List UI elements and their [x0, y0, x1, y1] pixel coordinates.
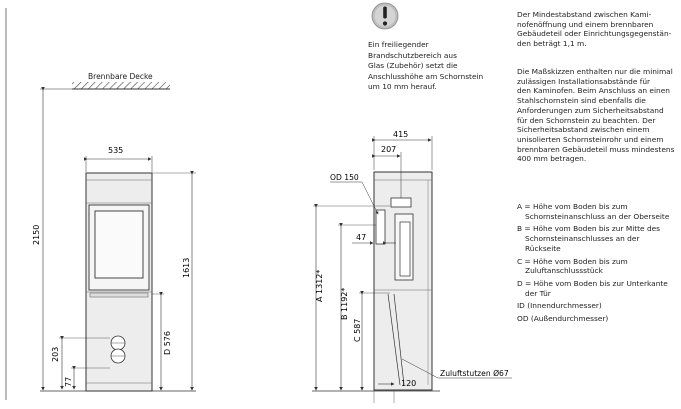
- dim-535: [86, 146, 152, 172]
- dim-415-label: 415: [393, 130, 409, 139]
- text-line: Sicherheitsabstand zwischen einem: [517, 125, 650, 135]
- safety-paragraph: [517, 67, 679, 164]
- text-line: den Kaminofen. Beim Anschluss an einen: [517, 86, 670, 96]
- note-line: Anschlusshöhe am Schornstein: [368, 71, 484, 81]
- dim-77-label: 77: [64, 376, 73, 387]
- dim-d576-label: D 576: [163, 331, 172, 355]
- glass-note: [368, 40, 498, 93]
- note-line: Glas (Zubehör) setzt die: [368, 61, 458, 70]
- dim-d576: [152, 294, 172, 390]
- legend-c: C = Höhe vom Boden bis zum: [517, 256, 628, 266]
- od-150-label: OD 150: [330, 173, 359, 182]
- dim-b: [338, 225, 376, 390]
- note-line: Brandschutzbereich aus: [368, 50, 457, 60]
- note-line: Ein freiliegender: [368, 40, 429, 49]
- legend-b: B = Höhe vom Boden bis zur Mitte des: [517, 224, 661, 234]
- front-view-stove: [86, 173, 152, 391]
- inlet-label: Zuluftstutzen Ø67: [440, 369, 509, 378]
- legend-id: ID (Innendurchmesser): [517, 301, 602, 311]
- legend-b-cont: Schornsteinanschlusses an der: [525, 234, 640, 244]
- text-line: für den Schornstein zu beachten. Der: [517, 115, 656, 125]
- legend-a-cont: Schornsteinanschluss an der Oberseite: [525, 211, 670, 221]
- legend-b-cont2: Rückseite: [525, 243, 561, 253]
- text-line: Der Mindestabstand zwischen Kami-: [517, 10, 652, 19]
- dim-120-label: 120: [401, 379, 417, 388]
- dim-2150-label: 2150: [32, 224, 41, 245]
- dim-207-label: 207: [381, 145, 397, 154]
- legend-c-cont: Zuluftanschlussstück: [525, 266, 603, 276]
- dim-c-label: C 587: [353, 318, 362, 342]
- od-150-callout: [330, 173, 378, 214]
- dim-b-label: B 1192*: [340, 287, 349, 320]
- exclamation-icon: [372, 3, 398, 29]
- text-line: 400 mm betragen.: [517, 154, 587, 164]
- text-line: den beträgt 1,1 m.: [517, 39, 587, 49]
- dim-535-label: 535: [108, 146, 124, 155]
- text-line: zulässigen Installationsabstände für: [517, 76, 651, 86]
- dim-1613-label: 1613: [182, 257, 191, 278]
- dim-203-label: 203: [51, 346, 60, 362]
- dim-1613: [152, 173, 196, 390]
- text-line: Gebäudeteil oder Einrichtungsgegenstän-: [517, 29, 672, 39]
- legend-od: OD (Außendurchmesser): [517, 314, 609, 324]
- ceiling: [72, 72, 170, 89]
- dim-47-label: 47: [356, 233, 367, 242]
- text-line: unisolierten Schornsteinrohr und einem: [517, 134, 664, 144]
- min-distance-paragraph: [517, 10, 679, 49]
- note-line: um 10 mm herauf.: [368, 82, 437, 91]
- side-view-stove: [374, 172, 432, 390]
- text-line: Stahlschornstein sind ebenfalls die: [517, 96, 646, 106]
- text-line: nofenöffnung und einem brennbaren: [517, 19, 654, 29]
- ceiling-label: Brennbare Decke: [88, 72, 153, 81]
- legend-list: [517, 202, 679, 324]
- dim-a-label: A 1312*: [315, 269, 324, 302]
- legend-d: D = Höhe vom Boden bis zur Unterkante: [517, 278, 668, 288]
- legend-a: A = Höhe vom Boden bis zum: [517, 202, 628, 211]
- text-line: brennbaren Gebäudeteil muss mindestens: [517, 144, 675, 154]
- legend-d-cont: der Tür: [525, 288, 551, 298]
- dim-2150: [32, 89, 72, 390]
- text-line: Die Maßskizzen enthalten nur die minimal: [517, 67, 673, 76]
- text-line: Anforderungen zum Sicherheitsabstand: [517, 105, 664, 115]
